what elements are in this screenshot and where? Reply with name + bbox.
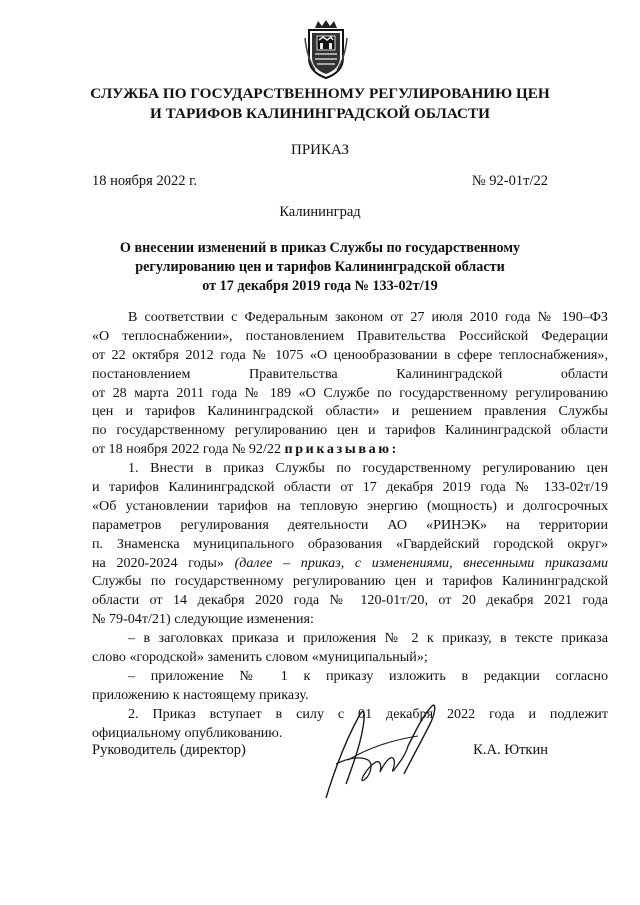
order-keyword: приказываю: [284, 441, 399, 458]
list-item: приложению к настоящему приказу. [92, 686, 309, 703]
body-line [92, 440, 608, 459]
organization-name-line1: СЛУЖБА ПО ГОСУДАРСТВЕННОМУ РЕГУЛИРОВАНИЮ ЦЕН [90, 85, 550, 102]
document-type: ПРИКАЗ [291, 142, 349, 158]
body-line: 2. Приказ вступает в силу с 01 декабря 2022 года и подлежит [128, 705, 608, 722]
document-number: № 92-01т/22 [471, 173, 548, 189]
body-line: В соответствии с Федеральным законом от 27 июля 2010 года № 190–ФЗ [128, 309, 608, 325]
body-text: на 2020-2024 годы» [92, 554, 224, 571]
body-line: «О теплоснабжении», постановлением Правительства Российской Федерации [92, 327, 608, 344]
body-line: 1. Внести в приказ Службы по государственному регулированию цен [128, 460, 608, 477]
body-line: п. Знаменска муниципального образования «Гвардейский городской округ» [92, 535, 608, 552]
document-date: 18 ноября 2022 г. [92, 173, 198, 189]
body-line: от 28 марта 2011 года № 189 «О Службе по государственному регулированию [92, 384, 608, 401]
body-line: и тарифов Калининградской области от 17 декабря 2019 года № 133-02т/19 [92, 479, 608, 496]
document-title-line2: регулированию цен и тарифов Калининградской области [135, 259, 505, 275]
handwritten-signature [308, 700, 443, 808]
document-title-line1: О внесении изменений в приказ Службы по государственному [119, 240, 521, 256]
list-item: слово «городской» заменить словом «муниципальный»; [92, 649, 428, 666]
list-item: – в заголовках приказа и приложения № 2 к приказу, в тексте приказа [128, 630, 608, 647]
document-title-line3: от 17 декабря 2019 года № 133-02т/19 [202, 278, 438, 294]
body-line: параметров регулирования деятельности АО «РИНЭК» на территории [92, 516, 608, 533]
document-body [92, 308, 608, 742]
signatory-role: Руководитель (директор) [92, 742, 246, 758]
document-city: Калининград [279, 204, 361, 220]
organization-name-line2: И ТАРИФОВ КАЛИНИНГРАДСКОЙ ОБЛАСТИ [150, 105, 490, 122]
body-line: от 22 октября 2012 года № 1075 «О ценообразовании в сфере теплоснабжения», [92, 346, 608, 363]
signatory-name: К.А. Юткин [473, 742, 548, 758]
body-line [92, 554, 608, 573]
body-text-italic: (далее – приказ, с изменениями, внесенными приказами [223, 554, 609, 571]
body-line: Службы по государственному регулированию цен и тарифов Калининградской [92, 573, 608, 590]
body-line: по государственному регулированию цен и тарифов Калининградской области [92, 422, 608, 439]
body-line: «Об установлении тарифов на тепловую энергию (мощность) и долгосрочных [92, 497, 608, 514]
body-line: постановлением Правительства Калининградской области [92, 365, 608, 382]
body-text: от 18 ноября 2022 года № 92/22 [92, 441, 285, 458]
coat-of-arms-icon [303, 18, 349, 80]
body-line: № 79-04т/21) следующие изменения: [92, 611, 314, 628]
body-line: области от 14 декабря 2020 года № 120-01т/20, от 20 декабря 2021 года [92, 592, 608, 609]
list-item: – приложение № 1 к приказу изложить в редакции согласно [128, 667, 608, 684]
body-line: официальному опубликованию. [92, 724, 283, 741]
body-line: цен и тарифов Калининградской области» и решением правления Службы [92, 403, 608, 420]
